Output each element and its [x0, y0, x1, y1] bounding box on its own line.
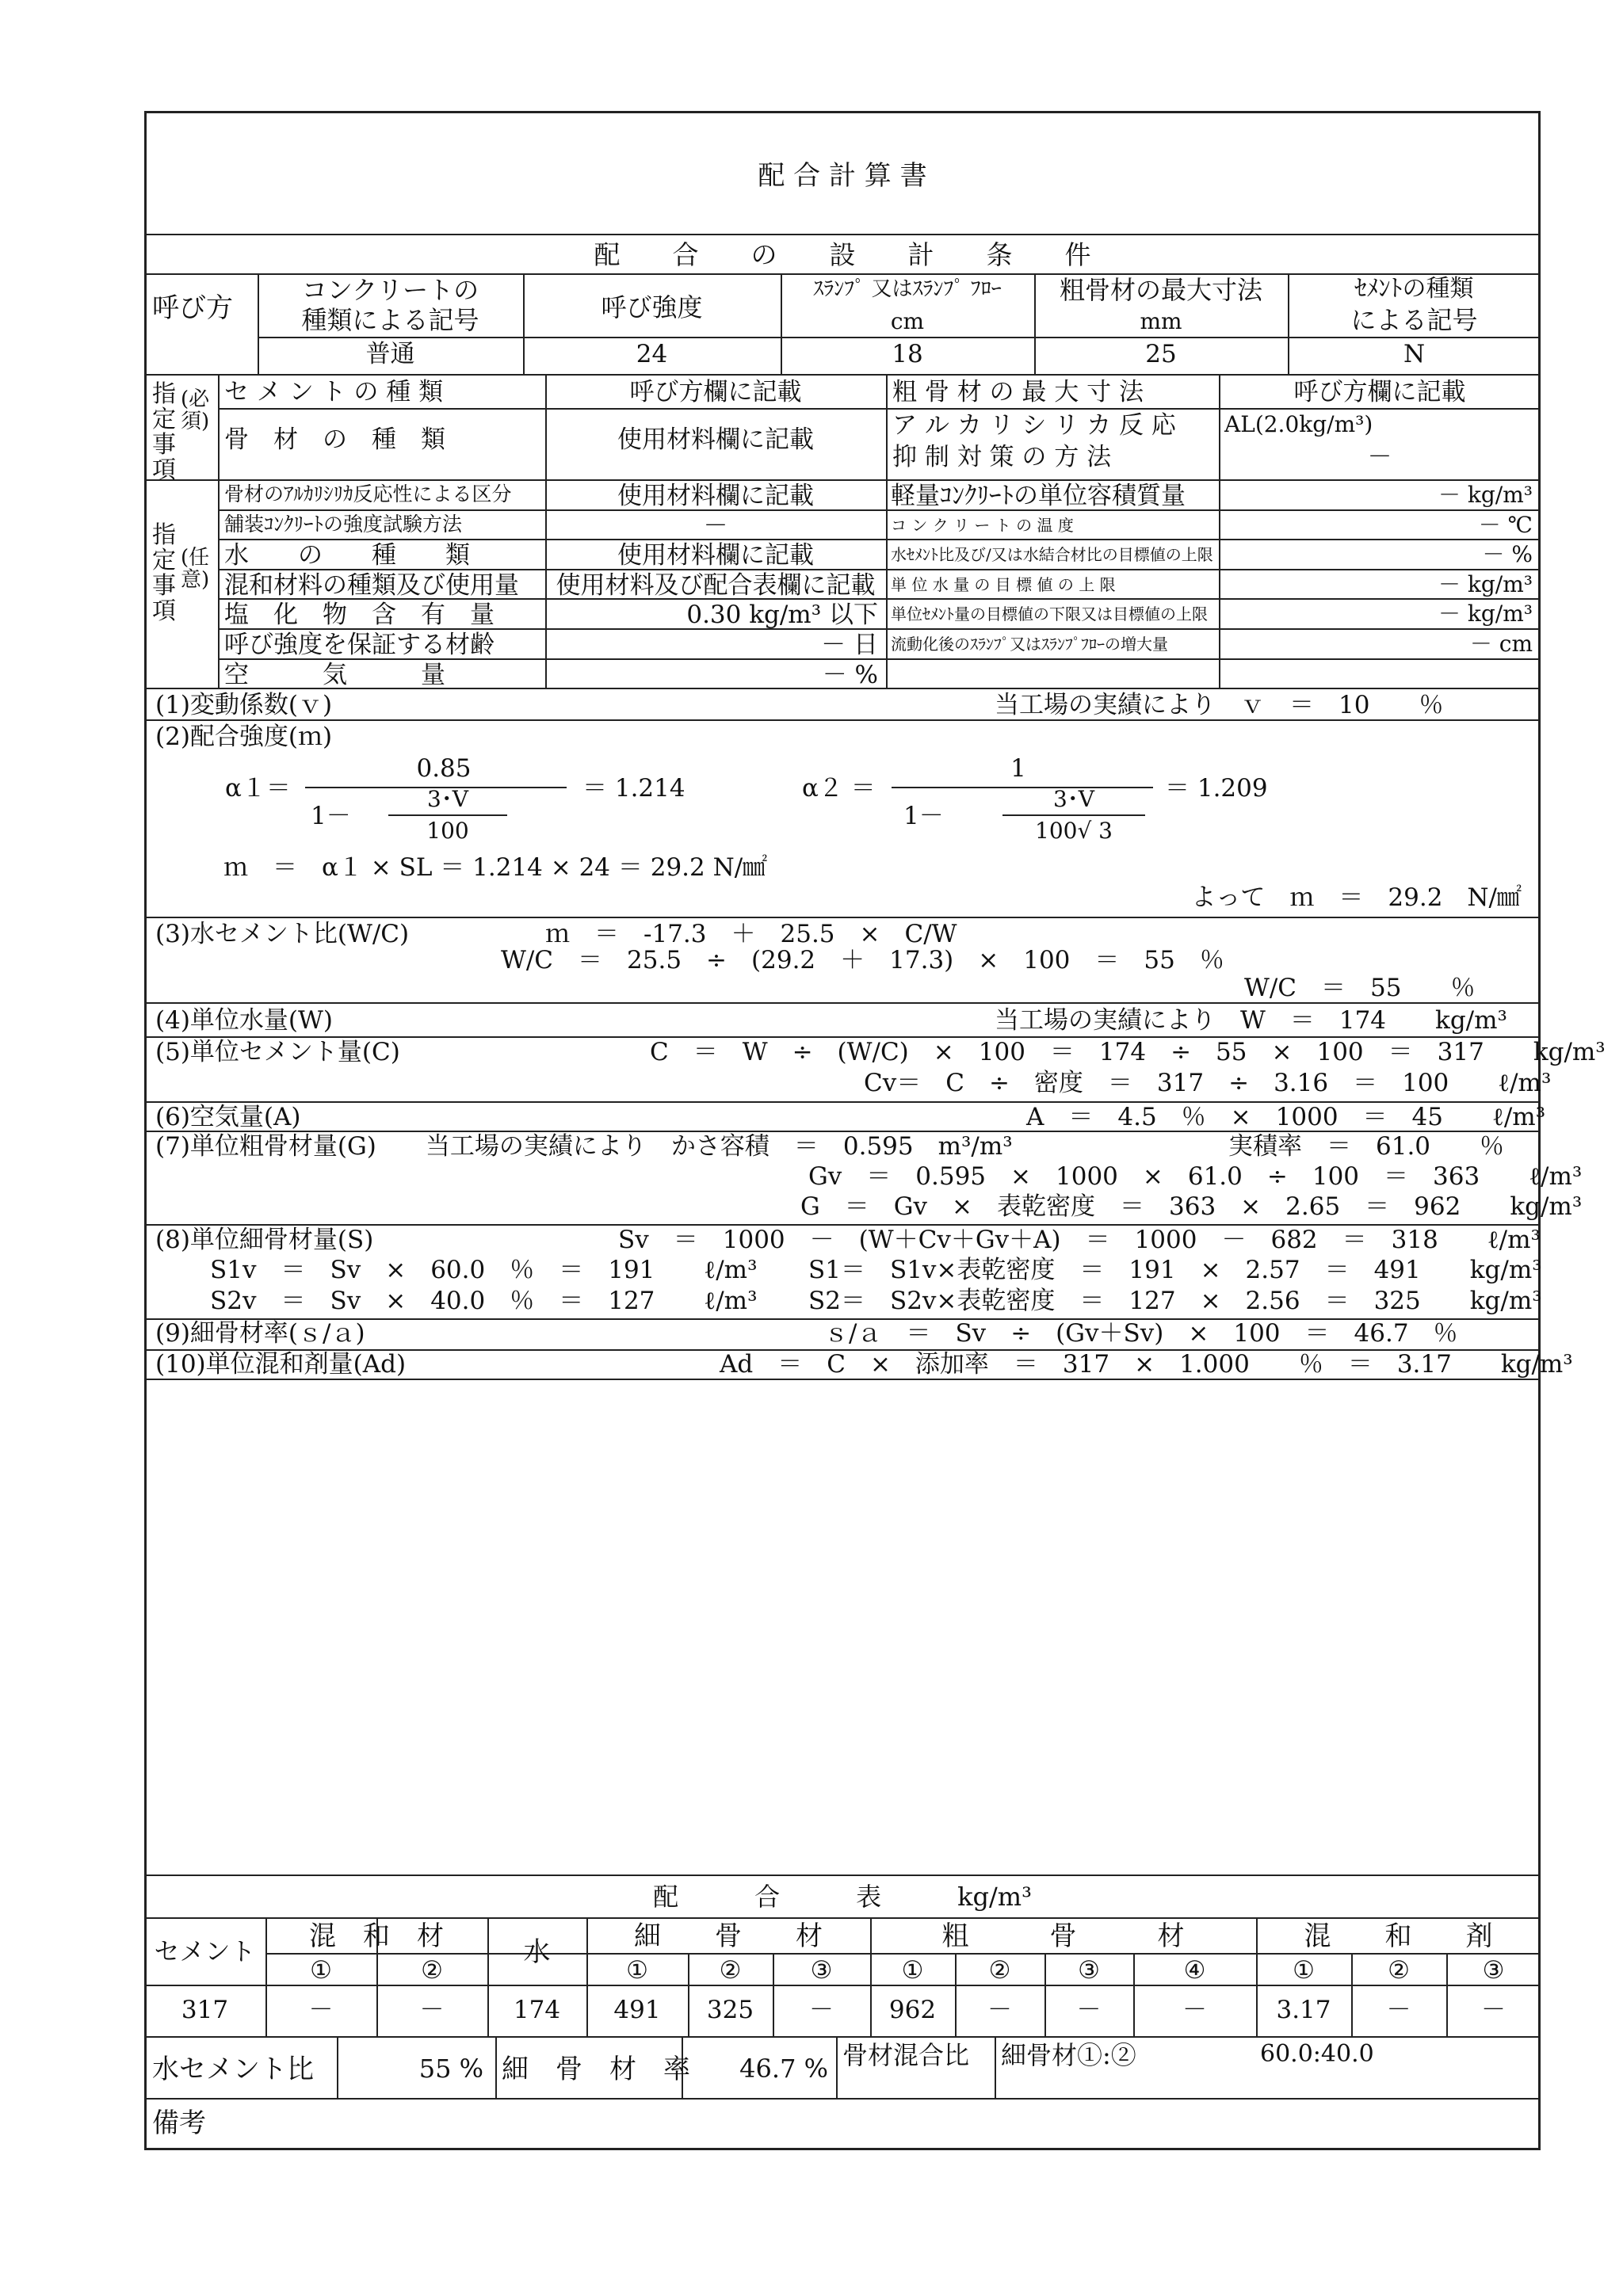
calc-s1: (1)変動係数(ｖ) — [155, 691, 333, 719]
alpha1-den-num: 3･V — [426, 786, 469, 812]
rule — [218, 569, 1541, 570]
calc-s3: (3)水セメント比(W/C) — [155, 920, 410, 948]
h-admix: 混 和 剤 — [1304, 1920, 1493, 1952]
n-fine-1: ① — [626, 1956, 648, 1985]
call-label: 呼び方 — [152, 292, 233, 324]
req-max-size-value: 呼び方欄に記載 — [1293, 378, 1466, 406]
optional-label-2: 単位ｾﾒﾝﾄ量の目標値の下限又は目標値の上限 — [891, 605, 1208, 624]
rule — [144, 1917, 1541, 1919]
n-fine-3: ③ — [810, 1956, 833, 1985]
col3-unit: cm — [890, 308, 925, 334]
col2-header: 呼び強度 — [601, 292, 703, 322]
optional-label-2: 水ｾﾒﾝﾄ比及び/又は水結合材比の目標値の上限 — [891, 545, 1213, 565]
optional-value-2: － kg/m³ — [1438, 570, 1533, 597]
calc-s10-result: Ad ＝ C × 添加率 ＝ 317 × 1.000 ％ ＝ 3.17 kg/m³ — [720, 1350, 1573, 1379]
req-asr-label-a: ア ル カ リ シ リ カ 反 応 — [892, 411, 1176, 440]
req-max-size-label: 粗 骨 材 の 最 大 寸 法 — [892, 378, 1144, 406]
calc-s7: (7)単位粗骨材量(G) 当工場の実績により かさ容積 ＝ 0.595 m³/m³ — [155, 1132, 1013, 1161]
wc-value: 55 % — [418, 2054, 483, 2084]
remarks-label: 備考 — [152, 2107, 206, 2139]
calc-s3b: W/C ＝ 25.5 ÷ (29.2 ＋ 17.3) × 100 ＝ 55 ％ — [501, 946, 1224, 974]
rule — [144, 917, 1541, 918]
col1-header-b: 種類による記号 — [301, 305, 479, 335]
optional-value: 使用材料及び配合表欄に記載 — [556, 570, 876, 600]
mix-value: － — [987, 1996, 1012, 2024]
rule — [144, 2036, 1541, 2038]
cell-cement-type: N — [1403, 340, 1426, 368]
calc-s8a-result: S1＝ S1v×表乾密度 ＝ 191 × 2.57 ＝ 491 kg/m³ — [808, 1256, 1542, 1284]
n-coarse-4: ④ — [1183, 1956, 1206, 1985]
col4-unit: mm — [1140, 308, 1182, 334]
req-asr-label-b: 抑 制 対 策 の 方 法 — [892, 443, 1112, 471]
rule — [995, 2036, 996, 2098]
optional-value-2: － ℃ — [1478, 511, 1533, 538]
cell-max-size: 25 — [1145, 340, 1177, 368]
agg-mix-label: 骨材混合比 — [842, 2040, 970, 2070]
alpha1-den-den: 100 — [426, 818, 469, 844]
mix-value: － — [1386, 1996, 1411, 2024]
calc-s10: (10)単位混和剤量(Ad) — [155, 1350, 407, 1379]
mix-value: 174 — [513, 1996, 561, 2024]
optional-value-2: － kg/m³ — [1438, 482, 1533, 508]
optional-label: 空 気 量 — [224, 660, 445, 689]
wc-label: 水セメント比 — [152, 2054, 314, 2085]
calc-s1-result: 当工場の実績により ｖ ＝ 10 ％ — [995, 691, 1444, 719]
calc-s2: (2)配合強度(ｍ) — [155, 723, 333, 751]
optional-label: 混和材料の種類及び使用量 — [224, 570, 519, 600]
optional-label: 塩 化 物 含 有 量 — [224, 601, 495, 630]
optional-label-2: コ ン ク リ ー ト の 温 度 — [891, 515, 1074, 535]
n-admix-1: ① — [1293, 1956, 1315, 1985]
rule — [144, 1379, 1541, 1380]
optional-value: 使用材料欄に記載 — [617, 541, 814, 570]
m-result: よって ｍ ＝ 29.2 N/㎟ — [1191, 883, 1522, 912]
alpha2-den-den: 100√ 3 — [1035, 818, 1113, 844]
calc-s7a: Gv ＝ 0.595 × 1000 × 61.0 ÷ 100 ＝ 363 ℓ/m³ — [808, 1162, 1583, 1191]
calc-s4-result: 当工場の実績により W ＝ 174 kg/m³ — [995, 1006, 1507, 1035]
optional-value: － 日 — [821, 631, 878, 659]
optional-value: 0.30 kg/m³ 以下 — [686, 601, 878, 630]
calc-s9-result: ｓ/ａ ＝ Sv ÷ (Gv＋Sv) × 100 ＝ 46.7 ％ — [824, 1319, 1458, 1348]
rule — [144, 2098, 1541, 2100]
rule — [144, 374, 1541, 376]
optional-label-2: 流動化後のｽﾗﾝﾌﾟ又はｽﾗﾝﾌﾟﾌﾛｰの増大量 — [891, 635, 1168, 654]
calc-s7-result: 実積率 ＝ 61.0 ％ — [1228, 1132, 1505, 1161]
optional-value-2: － kg/m³ — [1438, 601, 1533, 627]
calc-s3c: W/C ＝ 55 ％ — [1244, 974, 1476, 1002]
calc-s3a: ｍ ＝ -17.3 ＋ 25.5 × C/W — [545, 920, 957, 948]
rule — [218, 408, 1541, 410]
agg-mix-value: 60.0:40.0 — [1260, 2040, 1374, 2068]
rule — [265, 1953, 1541, 1955]
frac-line — [1002, 814, 1145, 816]
rule — [886, 374, 888, 688]
optional-label: 骨材のｱﾙｶﾘｼﾘｶ反応性による区分 — [224, 482, 512, 505]
rule — [144, 1875, 1541, 1876]
alpha1-result: ＝ 1.214 — [582, 774, 685, 803]
h-coarse: 粗 骨 材 — [941, 1920, 1185, 1952]
calc-s4: (4)単位水量(W) — [155, 1006, 333, 1035]
col1-header: コンクリートの — [301, 275, 479, 305]
mix-value: － — [1481, 1996, 1506, 2024]
rule — [258, 337, 1541, 338]
fine-ratio-label: 細 骨 材 率 — [502, 2054, 690, 2085]
n-admixmat-2: ② — [421, 1956, 443, 1985]
rule — [218, 598, 1541, 600]
rule — [144, 1002, 1541, 1004]
frac-line — [388, 814, 507, 816]
page-title: 配 合 計 算 書 — [758, 160, 927, 192]
calc-s5a: C ＝ W ÷ (W/C) × 100 ＝ 174 ÷ 55 × 100 ＝ 317 kg/m³ — [650, 1038, 1606, 1066]
rule — [836, 2036, 838, 2098]
design-heading: 配 合 の 設 計 条 件 — [594, 239, 1091, 270]
calc-s8: (8)単位細骨材量(S) — [155, 1226, 374, 1254]
fine-ratio-value: 46.7 % — [739, 2054, 828, 2084]
rule — [218, 509, 1541, 511]
rule — [218, 539, 1541, 540]
col5-header-b: による記号 — [1350, 305, 1478, 335]
calc-s5b: Cv＝ C ÷ 密度 ＝ 317 ÷ 3.16 ＝ 100 ℓ/m³ — [864, 1069, 1552, 1097]
mix-value: － — [419, 1996, 445, 2024]
optional-value: － — [703, 511, 728, 540]
mix-value: 325 — [706, 1996, 754, 2024]
mix-value: － — [1076, 1996, 1102, 2024]
calc-s8a: S1v ＝ Sv × 60.0 ％ ＝ 191 ℓ/m³ — [210, 1256, 758, 1284]
rule — [144, 1985, 1541, 1986]
req-cement-type-label: セ メ ン ト の 種 類 — [224, 378, 444, 406]
rule — [144, 719, 1541, 721]
col4-header: 粗骨材の最大寸法 — [1059, 275, 1262, 305]
col3-header: ｽﾗﾝﾌﾟ 又はｽﾗﾝﾌﾟ ﾌﾛｰ — [813, 277, 1002, 301]
calc-s8-result: Sv ＝ 1000 － (W＋Cv＋Gv＋A) ＝ 1000 － 682 ＝ 318 ℓ/m³ — [618, 1226, 1541, 1254]
optional-side-sub: (任意) — [181, 546, 210, 592]
calc-s8b: S2v ＝ Sv × 40.0 ％ ＝ 127 ℓ/m³ — [210, 1287, 758, 1315]
req-aggregate-value: 使用材料欄に記載 — [617, 425, 814, 454]
rule — [218, 628, 1541, 630]
calc-s5: (5)単位セメント量(C) — [155, 1038, 400, 1066]
n-coarse-1: ① — [901, 1956, 924, 1985]
m-line: ｍ ＝ α１ × SL ＝ 1.214 × 24 ＝ 29.2 N/㎟ — [223, 853, 768, 882]
rule — [144, 479, 1541, 481]
req-aggregate-label: 骨 材 の 種 類 — [224, 425, 445, 454]
optional-value-2: － cm — [1469, 631, 1533, 657]
h-fine: 細 骨 材 — [634, 1920, 823, 1952]
mix-value: 317 — [181, 1996, 229, 2024]
cell-slump: 18 — [892, 340, 923, 368]
agg-mix-sub: 細骨材①:② — [1001, 2040, 1136, 2070]
mix-heading: 配 合 表 kg/m³ — [653, 1882, 1032, 1912]
req-asr-value-b: － — [1367, 443, 1392, 471]
optional-value: 使用材料欄に記載 — [617, 482, 814, 510]
optional-side-label: 指定事項 — [152, 521, 176, 625]
rule — [218, 658, 1541, 660]
optional-label: 舗装ｺﾝｸﾘｰﾄの強度試験方法 — [224, 512, 463, 536]
n-fine-2: ② — [719, 1956, 742, 1985]
alpha1-den-pre: 1－ — [311, 802, 351, 830]
alpha2-result: ＝ 1.209 — [1165, 774, 1268, 803]
rule — [495, 2036, 497, 2098]
cell-strength: 24 — [636, 340, 668, 368]
alpha2-den-num: 3･V — [1052, 786, 1095, 812]
mix-value: － — [809, 1996, 834, 2024]
n-admix-2: ② — [1388, 1956, 1410, 1985]
optional-value: － % — [822, 660, 878, 689]
calc-s6-result: A ＝ 4.5 ％ × 1000 ＝ 45 ℓ/m³ — [1026, 1103, 1546, 1131]
h-cement: セメント — [154, 1936, 256, 1966]
calc-s6: (6)空気量(A) — [155, 1103, 301, 1131]
optional-label: 呼び強度を保証する材齢 — [224, 631, 495, 659]
alpha1-label: α１＝ — [225, 774, 291, 803]
calc-s8b-result: S2＝ S2v×表乾密度 ＝ 127 × 2.56 ＝ 325 kg/m³ — [808, 1287, 1542, 1315]
required-side-sub: (必須) — [181, 387, 210, 433]
n-admixmat-1: ① — [310, 1956, 332, 1985]
optional-value-2: － % — [1482, 541, 1533, 568]
optional-label-2: 軽量ｺﾝｸﾘｰﾄの単位容積質量 — [891, 482, 1186, 510]
calc-s9: (9)細骨材率(ｓ/ａ) — [155, 1319, 365, 1348]
col5-header: ｾﾒﾝﾄの種類 — [1354, 275, 1474, 303]
n-coarse-2: ② — [988, 1956, 1011, 1985]
mix-value: 3.17 — [1276, 1996, 1331, 2024]
optional-label-2: 単 位 水 量 の 目 標 値 の 上 限 — [891, 574, 1116, 594]
req-asr-value-a: AL(2.0kg/m³) — [1224, 411, 1373, 437]
mix-value: － — [1182, 1996, 1207, 2024]
h-admix-mat: 混 和 材 — [309, 1920, 444, 1952]
n-coarse-3: ③ — [1078, 1956, 1100, 1985]
req-cement-type-value: 呼び方欄に記載 — [629, 378, 802, 406]
cell-type: 普通 — [365, 340, 415, 368]
n-admix-3: ③ — [1482, 1956, 1505, 1985]
mix-value: 491 — [613, 1996, 661, 2024]
h-water: 水 — [523, 1936, 551, 1968]
required-side-label: 指定事項 — [152, 380, 176, 484]
rule — [218, 374, 220, 688]
calc-s7b: G ＝ Gv × 表乾密度 ＝ 363 × 2.65 ＝ 962 kg/m³ — [800, 1192, 1583, 1221]
mix-value: － — [308, 1996, 334, 2024]
alpha1-num: 0.85 — [416, 754, 472, 783]
alpha2-label: α２ ＝ — [802, 774, 876, 803]
alpha2-num: 1 — [1010, 754, 1026, 783]
mix-value: 962 — [888, 1996, 937, 2024]
optional-label: 水 の 種 類 — [224, 541, 470, 570]
alpha2-den-pre: 1－ — [903, 802, 944, 830]
rule — [144, 234, 1541, 235]
